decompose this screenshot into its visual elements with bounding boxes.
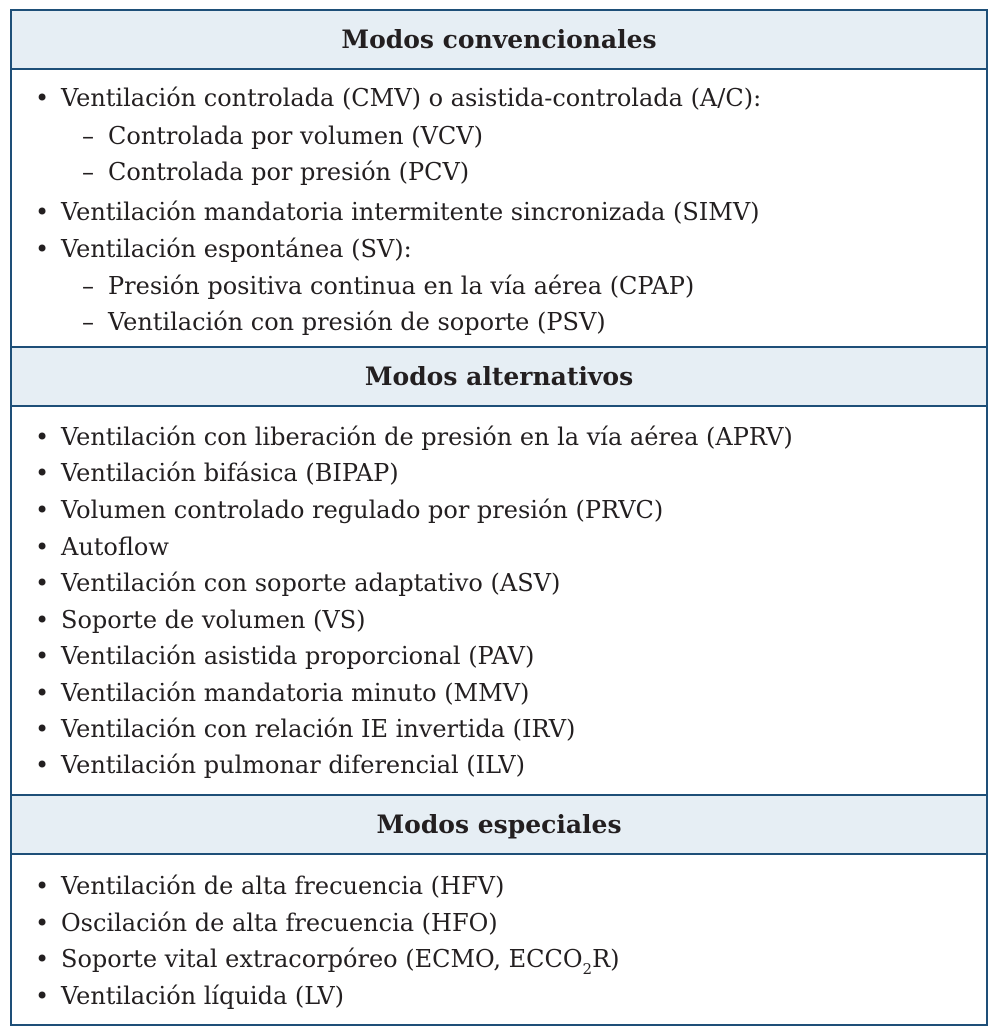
- list-item-text: Ventilación mandatoria minuto (MMV): [61, 679, 530, 707]
- section-header-conventional: Modos convencionales: [12, 11, 986, 70]
- list-item-text: Oscilación de alta frecuencia (HFO): [61, 909, 498, 937]
- sub-list-item: [12, 118, 986, 154]
- bullet-marker: •: [35, 945, 50, 973]
- dash-marker: –: [82, 122, 94, 150]
- dash-marker: –: [82, 158, 94, 186]
- bullet-marker: •: [35, 642, 50, 670]
- bullet-marker: •: [35, 909, 50, 937]
- sub-list-item-text: Controlada por presión (PCV): [108, 158, 470, 186]
- sub-list-item: [12, 304, 986, 340]
- bullet-marker: •: [35, 751, 50, 779]
- list-item: [12, 565, 986, 601]
- list-item: [12, 638, 986, 674]
- list-item-text: [61, 941, 620, 980]
- list-item: [12, 868, 986, 904]
- bullet-marker: •: [35, 423, 50, 451]
- list-item: [12, 978, 986, 1014]
- list-item: [12, 80, 986, 116]
- list-item: [12, 905, 986, 941]
- list-item: [12, 492, 986, 528]
- list-item: [12, 675, 986, 711]
- list-item-text: Ventilación espontánea (SV):: [61, 235, 412, 263]
- section-header-special: Modos especiales: [12, 794, 986, 855]
- list-item: [12, 941, 986, 977]
- bullet-marker: •: [35, 982, 50, 1010]
- list-item-text: Ventilación bifásica (BIPAP): [61, 459, 399, 487]
- list-item-text: Volumen controlado regulado por presión (PRVC): [61, 496, 664, 524]
- list-item-text: Autoflow: [61, 533, 169, 561]
- list-item: [12, 747, 986, 783]
- list-item: [12, 194, 986, 230]
- bullet-marker: •: [35, 569, 50, 597]
- list-item: [12, 419, 986, 455]
- list-item-text: Ventilación con soporte adaptativo (ASV): [61, 569, 561, 597]
- list-item-text: Ventilación mandatoria intermitente sincronizada (SIMV): [61, 198, 760, 226]
- list-item: [12, 711, 986, 747]
- sub-list-item: [12, 154, 986, 190]
- bullet-marker: •: [35, 872, 50, 900]
- sub-list-item: [12, 268, 986, 304]
- ventilation-modes-table: [10, 9, 988, 1026]
- bullet-marker: •: [35, 679, 50, 707]
- bullet-marker: •: [35, 496, 50, 524]
- bullet-marker: •: [35, 459, 50, 487]
- bullet-marker: •: [35, 198, 50, 226]
- subscript-two: 2: [582, 960, 593, 978]
- list-item-text: Ventilación con relación IE invertida (IRV): [61, 715, 576, 743]
- list-item-text: Ventilación con liberación de presión en la vía aérea (APRV): [61, 423, 793, 451]
- sub-list-item-text: Controlada por volumen (VCV): [108, 122, 483, 150]
- section-special: [12, 855, 986, 1024]
- sub-list-item-text: Presión positiva continua en la vía aérea (CPAP): [108, 272, 695, 300]
- section-conventional: [12, 70, 986, 344]
- section-header-alternative: Modos alternativos: [12, 346, 986, 407]
- list-item-text: Ventilación pulmonar diferencial (ILV): [61, 751, 525, 779]
- list-item-text: Soporte de volumen (VS): [61, 606, 366, 634]
- list-item-text-part: Soporte vital extracorpóreo (ECMO, ECCO: [61, 945, 583, 973]
- list-item: [12, 602, 986, 638]
- bullet-marker: •: [35, 533, 50, 561]
- list-item-text: Ventilación líquida (LV): [61, 982, 345, 1010]
- list-item: [12, 455, 986, 491]
- bullet-marker: •: [35, 606, 50, 634]
- dash-marker: –: [82, 308, 94, 336]
- bullet-marker: •: [35, 715, 50, 743]
- bullet-marker: •: [35, 84, 50, 112]
- dash-marker: –: [82, 272, 94, 300]
- list-item-text: Ventilación asistida proporcional (PAV): [61, 642, 535, 670]
- list-item-text-part: R): [592, 945, 620, 973]
- sub-list-item-text: Ventilación con presión de soporte (PSV): [108, 308, 606, 336]
- section-alternative: [12, 407, 986, 792]
- bullet-marker: •: [35, 235, 50, 263]
- list-item: [12, 529, 986, 565]
- list-item-text: Ventilación controlada (CMV) o asistida-controlada (A/C):: [61, 84, 762, 112]
- list-item-text: Ventilación de alta frecuencia (HFV): [61, 872, 505, 900]
- list-item: [12, 231, 986, 267]
